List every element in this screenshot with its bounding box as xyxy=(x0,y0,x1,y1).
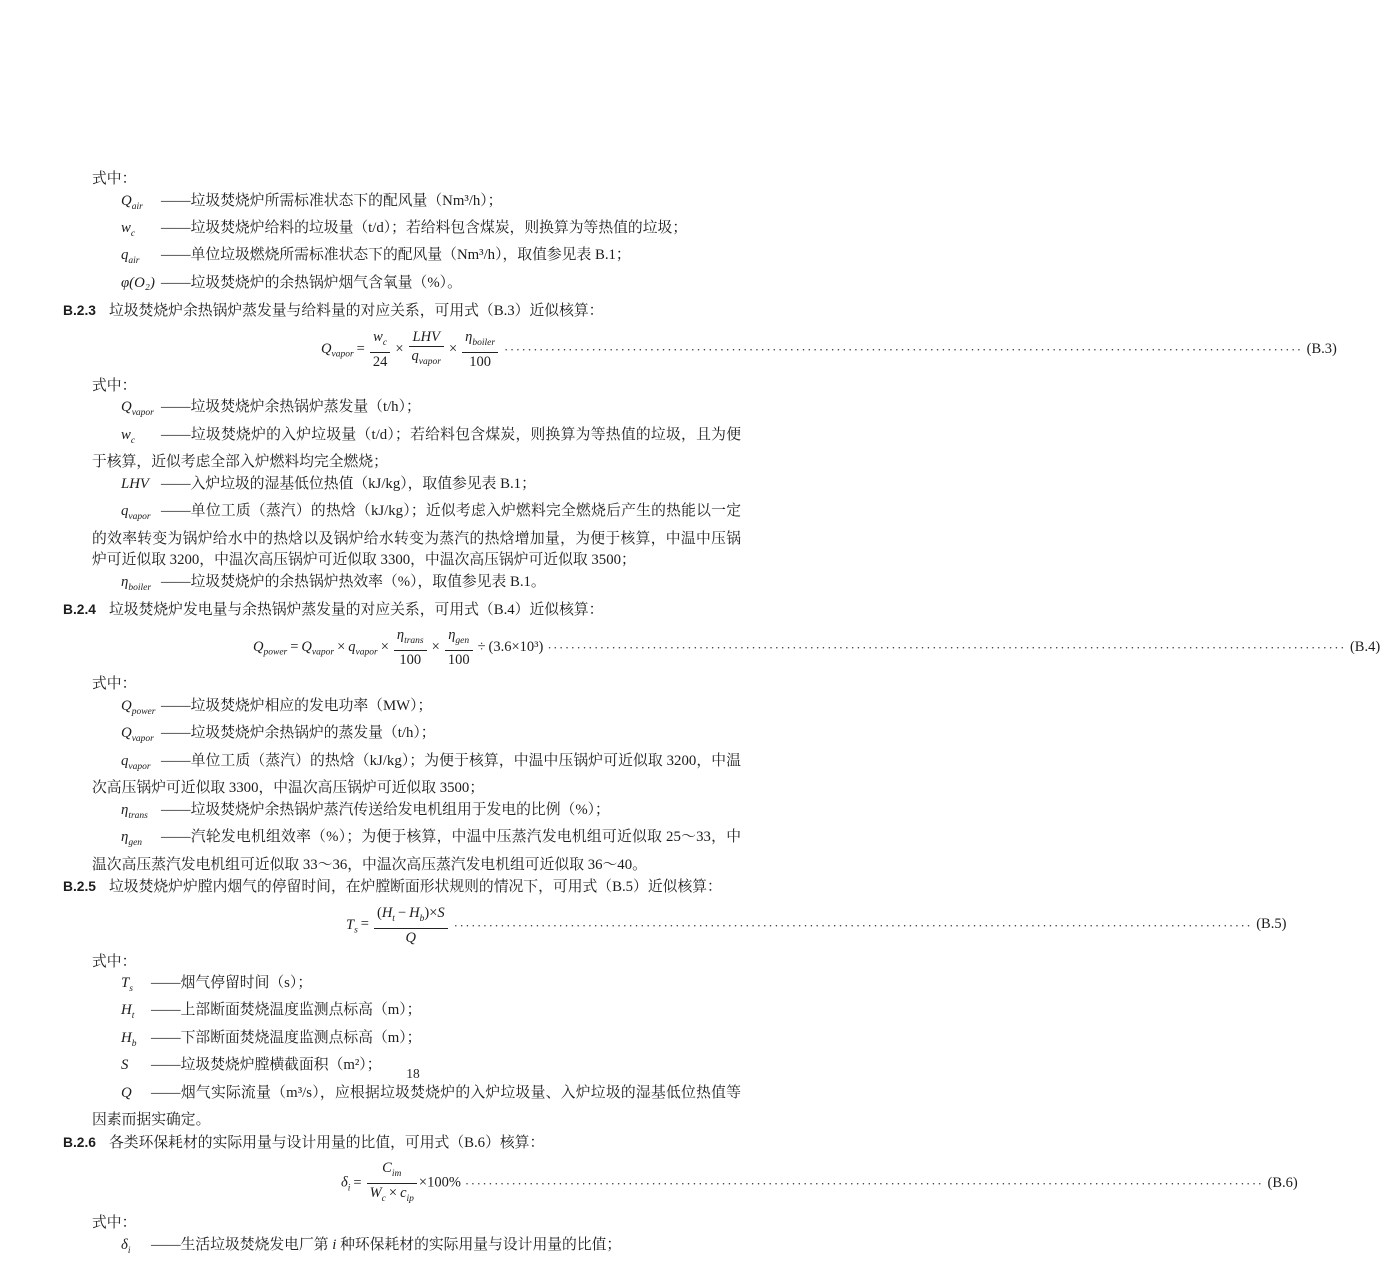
term-row xyxy=(92,1028,741,1055)
term-row xyxy=(92,501,741,571)
term-symbol: $H_b$ xyxy=(121,1029,137,1049)
term-row xyxy=(92,425,741,474)
formula-b6 xyxy=(63,1160,1298,1207)
clause-number: B.2.5 xyxy=(63,879,96,895)
clause-number: B.2.4 xyxy=(63,601,96,617)
clause-title: 垃圾焚烧炉炉膛内烟气的停留时间，在炉膛断面形状规则的情况下，可用式（B.5）近似核算： xyxy=(108,879,722,896)
equation-label: (B.5) xyxy=(1256,916,1287,933)
symbol-list-b5 xyxy=(63,952,741,1132)
term-symbol: $Q_{power}$ xyxy=(121,697,156,717)
page-number: 18 xyxy=(406,1066,420,1081)
term-row xyxy=(92,273,741,300)
clause-b24 xyxy=(63,599,741,622)
term-row xyxy=(92,397,741,424)
term-description: ——单位工质（蒸汽）的热焓（kJ/kg）；为便于核算，中温中压锅炉可近似取 3200，中温次高压锅炉可近似取 3300，中温次高压锅炉可近似取 3500； xyxy=(92,752,741,797)
term-symbol: $w_c$ xyxy=(121,426,136,446)
term-symbol: $w_c$ xyxy=(121,219,136,239)
term-description: ——垃圾焚烧炉余热锅炉的蒸发量（t/h）； xyxy=(161,725,436,742)
term-row xyxy=(92,218,741,245)
term-symbol: $q_{vapor}$ xyxy=(121,503,151,523)
term-row xyxy=(92,696,741,723)
term-row xyxy=(92,191,741,218)
formula-b5-expression: $T_s$ = $\frac{(H_t - H_b)\times S}{Q}$ xyxy=(346,905,450,946)
term-row xyxy=(92,800,741,827)
where-label: 式中： xyxy=(92,676,137,693)
page-content xyxy=(63,169,1380,1262)
term-symbol: $Q_{air}$ xyxy=(121,192,143,212)
term-symbol: Q xyxy=(121,1084,132,1101)
where-label: 式中： xyxy=(92,1215,137,1232)
term-description: ——垃圾焚烧炉膛横截面积（m²）； xyxy=(151,1057,382,1074)
term-symbol: φ(O₂) xyxy=(121,274,155,291)
where-label: 式中： xyxy=(92,377,137,394)
dot-leader xyxy=(454,915,1253,936)
equation-label: (B.3) xyxy=(1306,340,1337,357)
term-row xyxy=(92,572,741,599)
term-symbol: $q_{air}$ xyxy=(121,247,140,267)
term-symbol: LHV xyxy=(121,475,149,492)
term-description: ——垃圾焚烧炉的余热锅炉热效率（%），取值参见表 B.1。 xyxy=(161,573,546,590)
term-row xyxy=(92,751,741,800)
term-symbol: S xyxy=(121,1057,129,1074)
term-description: ——烟气实际流量（m³/s），应根据垃圾焚烧炉的入炉垃圾量、入炉垃圾的湿基低位热值等因素而据实确定。 xyxy=(92,1084,741,1129)
dot-leader xyxy=(504,339,1303,360)
term-description: ——垃圾焚烧炉的入炉垃圾量（t/d）；若给料包含煤炭，则换算为等热值的垃圾，且为便于核算，近似考虑全部入炉燃料均完全燃烧； xyxy=(92,426,741,471)
clause-title: 各类环保耗材的实际用量与设计用量的比值，可用式（B.6）核算： xyxy=(108,1134,545,1151)
term-description: ——下部断面焚烧温度监测点标高（m）； xyxy=(151,1029,422,1046)
term-description: ——垃圾焚烧炉的余热锅炉烟气含氧量（%）。 xyxy=(161,274,462,291)
term-row xyxy=(92,1000,741,1027)
term-symbol: $\eta_{boiler}$ xyxy=(121,573,152,593)
term-row xyxy=(92,245,741,272)
term-row xyxy=(92,1235,741,1262)
clause-title: 垃圾焚烧炉发电量与余热锅炉蒸发量的对应关系，可用式（B.4）近似核算： xyxy=(108,601,604,618)
formula-b6-expression: $\delta_i$ = $\frac{C_{im}}{W_c \times c_{ip}}$ ×100% xyxy=(341,1160,461,1205)
term-description: ——垃圾焚烧炉所需标准状态下的配风量（Nm³/h）； xyxy=(161,192,503,209)
equation-label: (B.4) xyxy=(1349,639,1380,656)
term-symbol: $\eta_{gen}$ xyxy=(121,829,143,849)
term-description: ——垃圾焚烧炉相应的发电功率（MW）； xyxy=(161,697,433,714)
term-row xyxy=(92,723,741,750)
term-symbol: $\eta_{trans}$ xyxy=(121,801,148,821)
term-symbol: $q_{vapor}$ xyxy=(121,752,151,772)
clause-number: B.2.6 xyxy=(63,1134,96,1150)
term-symbol: $Q_{vapor}$ xyxy=(121,399,154,419)
term-symbol: $T_s$ xyxy=(121,975,133,994)
term-description: ——垃圾焚烧炉给料的垃圾量（t/d）；若给料包含煤炭，则换算为等热值的垃圾； xyxy=(161,219,688,236)
term-description: ——单位工质（蒸汽）的热焓（kJ/kg）；近似考虑入炉燃料完全燃烧后产生的热能以一定的效率转变为锅炉给水中的热焓以及锅炉给水转变为蒸汽的热焓增加量，为便于核算，中温中压锅炉可近似取 3200，中温次高压锅炉可近似取 3300，中温次高压锅炉可近似取 3500； xyxy=(92,503,741,569)
clause-b26 xyxy=(63,1132,741,1155)
where-label: 式中： xyxy=(92,953,137,970)
clause-title: 垃圾焚烧炉余热锅炉蒸发量与给料量的对应关系，可用式（B.3）近似核算： xyxy=(108,303,604,320)
formula-b4 xyxy=(63,627,1380,669)
term-description: ——垃圾焚烧炉余热锅炉蒸汽传送给发电机组用于发电的比例（%）； xyxy=(161,801,610,818)
formula-b3-expression: $Q_{vapor}$ = $\frac{w_c}{24}$ × $\frac{\text{LHV}}{q_{vapor}}$ × $\frac{\eta_{boiler}}{100}$ xyxy=(321,329,500,370)
term-row xyxy=(92,1083,741,1132)
term-description: ——垃圾焚烧炉余热锅炉蒸发量（t/h）； xyxy=(161,399,421,416)
dot-leader xyxy=(547,637,1346,658)
symbol-list-intro xyxy=(63,169,741,300)
symbol-list-b3 xyxy=(63,376,741,599)
term-row xyxy=(92,827,741,876)
term-description: ——上部断面焚烧温度监测点标高（m）； xyxy=(151,1002,422,1019)
formula-b3 xyxy=(63,328,1337,370)
term-description: ——单位垃圾燃烧所需标准状态下的配风量（Nm³/h），取值参见表 B.1； xyxy=(161,247,631,264)
term-symbol: $H_t$ xyxy=(121,1002,135,1022)
formula-b5 xyxy=(63,904,1287,946)
symbol-list-b6 xyxy=(63,1213,741,1262)
clause-number: B.2.3 xyxy=(63,303,96,319)
symbol-list-b4 xyxy=(63,674,741,876)
equation-label: (B.6) xyxy=(1267,1174,1298,1191)
formula-b4-expression: $Q_{power} = Q_{vapor} \times q_{vapor}$ × $\frac{\eta_{trans}}{100}$ × $\frac{\eta_{gen}}{100}$ ÷ (3.6×10³) xyxy=(253,627,544,669)
clause-b23 xyxy=(63,300,741,323)
term-row xyxy=(92,474,741,501)
where-label: 式中： xyxy=(92,171,137,187)
term-description: ——汽轮发电机组效率（%）；为便于核算，中温中压蒸汽发电机组可近似取 25～33，中温次高压蒸汽发电机组可近似取 33～36，中温次高压蒸汽发电机组可近似取 36～40。 xyxy=(92,829,741,873)
term-description: ——生活垃圾焚烧发电厂第 i 种环保耗材的实际用量与设计用量的比值； xyxy=(151,1236,622,1253)
term-description: ——烟气停留时间（s）； xyxy=(151,975,313,992)
term-row xyxy=(92,973,741,1000)
term-description: ——入炉垃圾的湿基低位热值（kJ/kg），取值参见表 B.1； xyxy=(161,475,536,492)
term-symbol: $Q_{vapor}$ xyxy=(121,725,154,745)
term-symbol: $\delta_i$ xyxy=(121,1236,131,1256)
clause-b25 xyxy=(63,876,741,899)
dot-leader xyxy=(465,1173,1264,1194)
